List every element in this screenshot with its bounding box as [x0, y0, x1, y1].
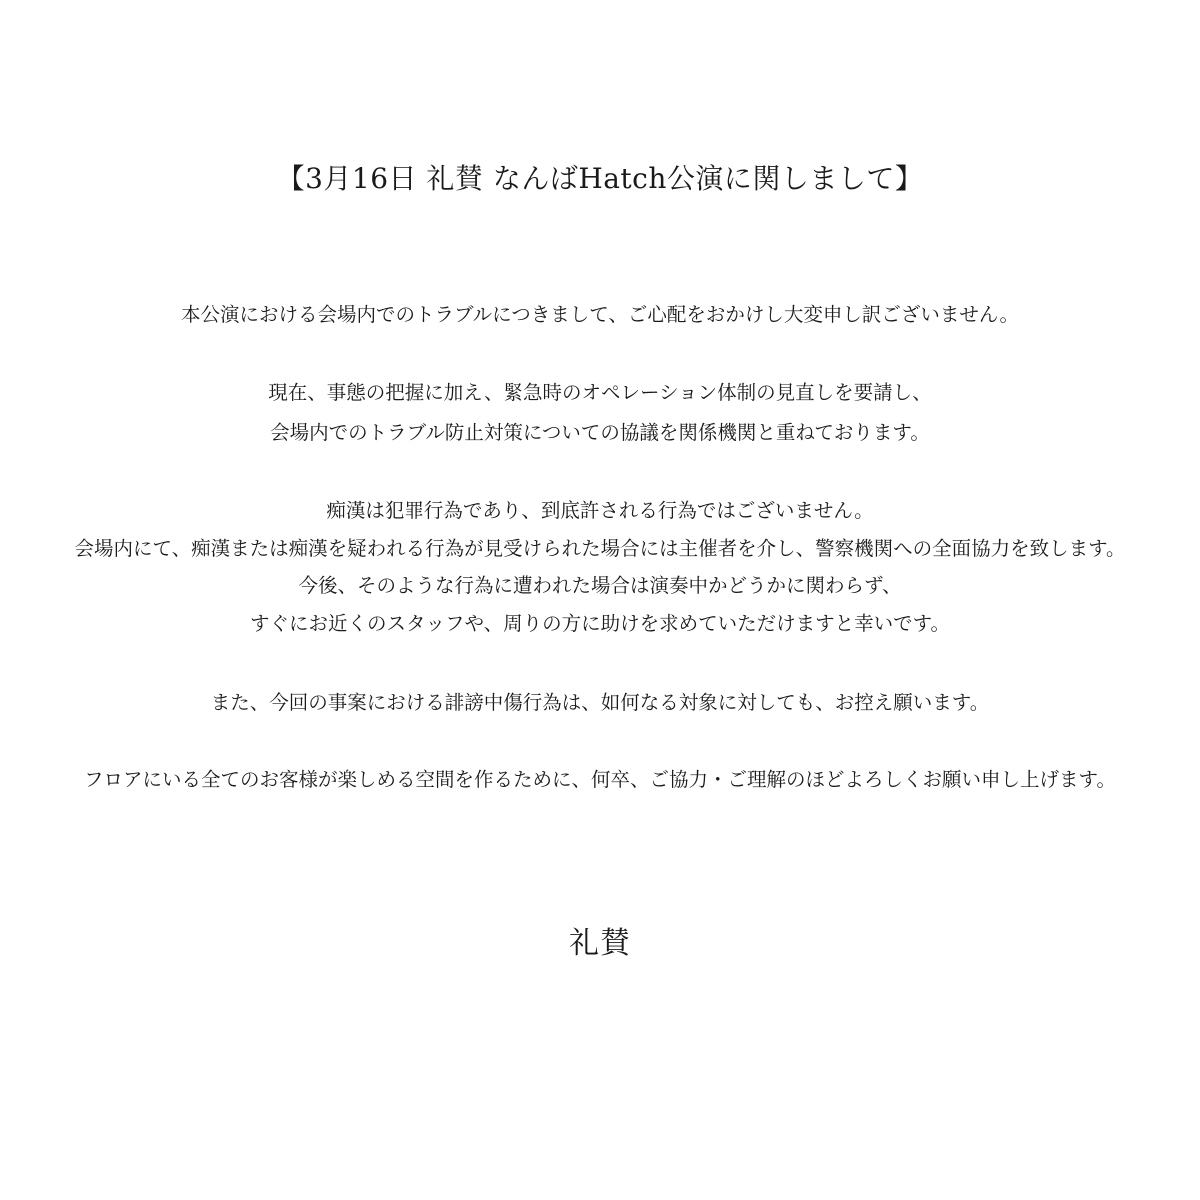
text-line: 今後、そのような行為に遭われた場合は演奏中かどうかに関わらず、: [298, 574, 902, 597]
text-line: また、今回の事案における誹謗中傷行為は、如何なる対象に対しても、お控え願います。: [210, 691, 990, 714]
signature: 礼賛: [569, 926, 631, 961]
text-line: 会場内にて、痴漢または痴漢を疑われる行為が見受けられた場合には主催者を介し、警察機関への全面協力を致します。: [74, 537, 1126, 560]
text-line: すぐにお近くのスタッフや、周りの方に助けを求めていただけますと幸いです。: [249, 612, 951, 635]
text-line: 本公演における会場内でのトラブルにつきまして、ご心配をおかけし大変申し訳ございません。: [180, 303, 1020, 326]
text-line: 痴漢は犯罪行為であり、到底許される行為ではございません。: [326, 499, 874, 522]
text-line: 会場内でのトラブル防止対策についての協議を関係機関と重ねております。: [270, 421, 930, 444]
notice-title: 【3月16日 礼賛 なんばHatch公演に関しまして】: [276, 162, 924, 195]
text-line: フロアにいる全てのお客様が楽しめる空間を作るために、何卒、ご協力・ご理解のほどよろしくお願い申し上げます。: [84, 768, 1116, 791]
text-line: 現在、事態の把握に加え、緊急時のオペレーション体制の見直しを要請し、: [268, 381, 932, 404]
